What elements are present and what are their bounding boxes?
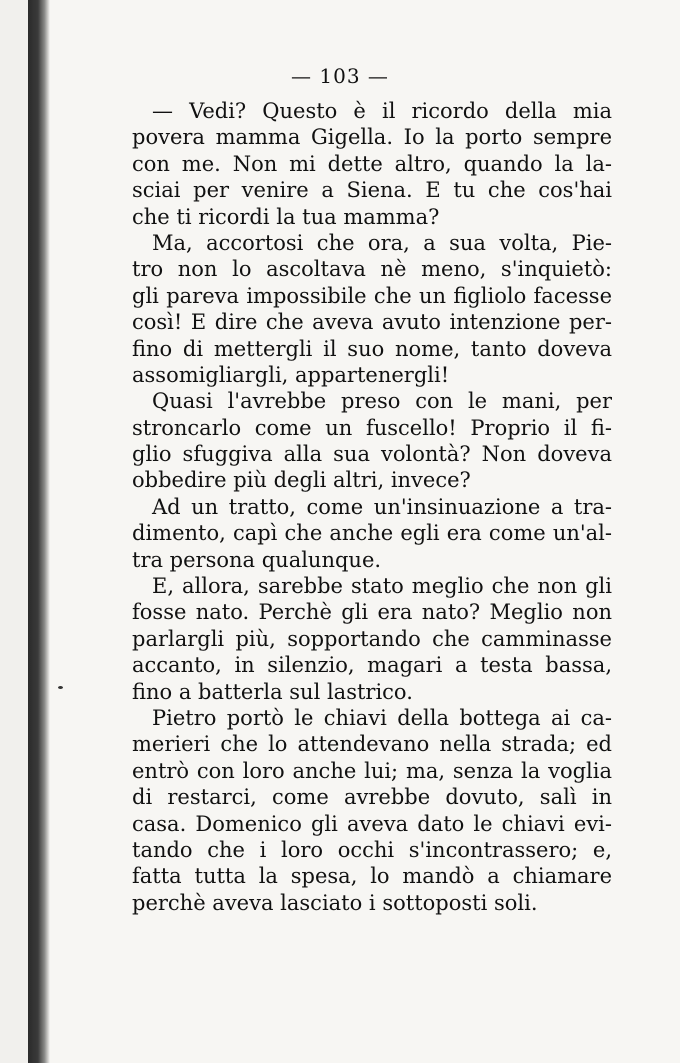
- text-line: sciai per venire a Siena. E tu che cos'hai: [132, 178, 612, 203]
- text-line: fatta tutta la spesa, lo mandò a chiamare: [132, 864, 612, 889]
- text-line: Ma, accortosi che ora, a sua volta, Pie-: [152, 230, 612, 255]
- binding-shadow: [28, 0, 50, 1063]
- text-line: accanto, in silenzio, magari a testa bassa,: [132, 653, 612, 678]
- text-line: tra persona qualunque.: [132, 547, 382, 572]
- text-line: Ad un tratto, come un'insinuazione a tra-: [152, 494, 612, 519]
- text-line: con me. Non mi dette altro, quando la la-: [132, 151, 612, 176]
- text-line: gli pareva impossibile che un figliolo facesse: [132, 283, 612, 308]
- text-line: dimento, capì che anche egli era come un'al-: [132, 521, 612, 546]
- text-line: povera mamma Gigella. Io la porto sempre: [132, 125, 612, 150]
- text-line: stroncarlo come un fuscello! Proprio il fi-: [132, 415, 612, 440]
- text-line: — Vedi? Questo è il ricordo della mia: [152, 99, 612, 123]
- body-text: [132, 98, 612, 916]
- text-line: fosse nato. Perchè gli era nato? Meglio non: [132, 600, 612, 625]
- text-line: obbedire più degli altri, invece?: [132, 468, 471, 493]
- ink-speck: [58, 686, 63, 689]
- text-line: tro non lo ascoltava nè meno, s'inquietò:: [132, 257, 612, 282]
- text-line: tando che i loro occhi s'incontrassero; e,: [132, 837, 612, 862]
- text-line: merieri che lo attendevano nella strada; ed: [132, 732, 612, 757]
- text-line: di restarci, come avrebbe dovuto, salì in: [132, 785, 612, 810]
- text-line: fino a batterla sul lastrico.: [132, 679, 413, 704]
- text-line: E, allora, sarebbe stato meglio che non gli: [152, 574, 612, 599]
- text-line: entrò con loro anche lui; ma, senza la voglia: [132, 758, 612, 783]
- text-line: perchè aveva lasciato i sottoposti soli.: [132, 890, 538, 915]
- text-line: Pietro portò le chiavi della bottega ai ca-: [152, 705, 612, 730]
- text-line: fino di mettergli il suo nome, tanto doveva: [132, 336, 612, 361]
- text-line: glio sfuggiva alla sua volontà? Non doveva: [132, 442, 612, 467]
- text-line: Quasi l'avrebbe preso con le mani, per: [152, 389, 612, 414]
- text-line: che ti ricordi la tua mamma?: [132, 204, 440, 229]
- text-line: casa. Domenico gli aveva dato le chiavi evi-: [132, 811, 612, 836]
- text-line: assomigliargli, appartenergli!: [132, 362, 450, 387]
- page-number: — 103 —: [291, 64, 389, 88]
- text-line: parlargli più, sopportando che camminasse: [132, 626, 612, 651]
- text-line: così! E dire che aveva avuto intenzione per-: [132, 310, 612, 335]
